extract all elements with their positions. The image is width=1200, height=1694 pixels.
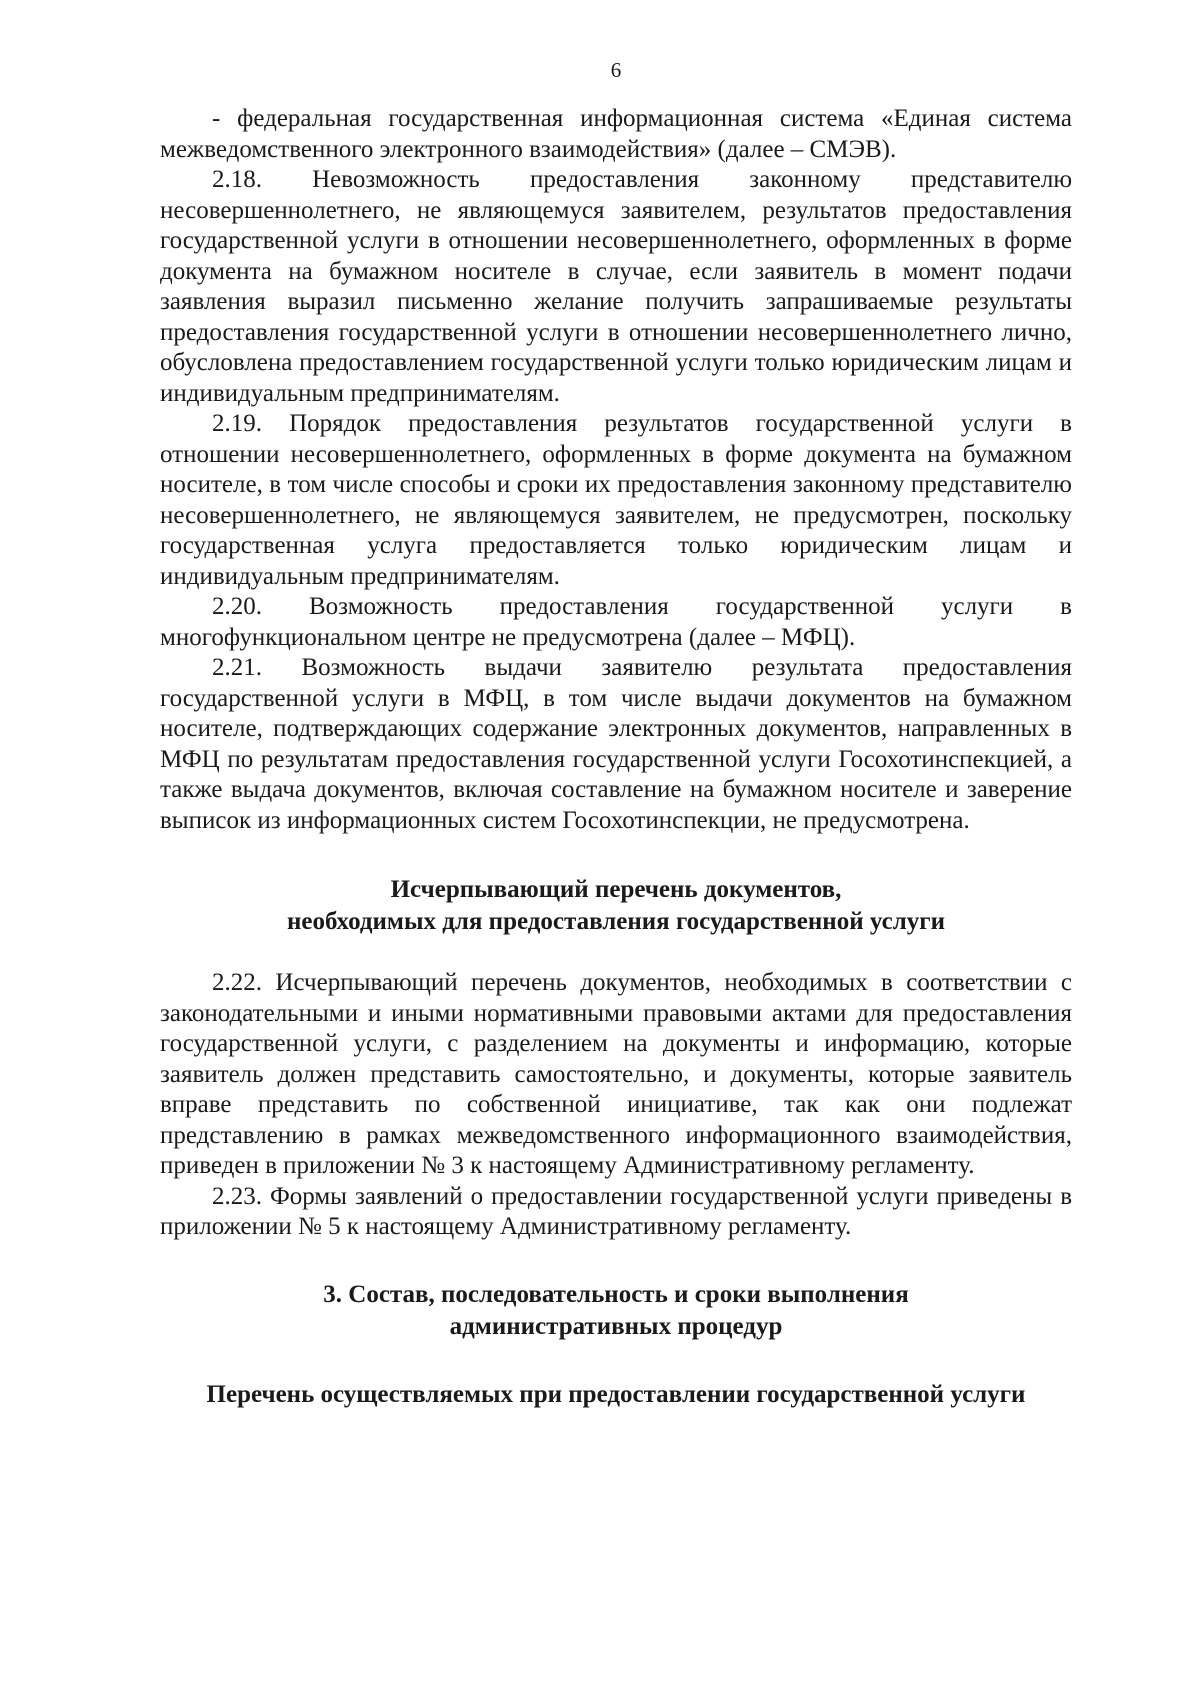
paragraph-2-20: 2.20. Возможность предоставления государственной услуги в многофункциональном центре не предусмотрена (далее – МФЦ). xyxy=(160,593,1072,651)
heading-documents xyxy=(160,874,1072,938)
page-number: 6 xyxy=(610,58,622,82)
heading-procedures-list: Перечень осуществляемых при предоставлении государственной услуги xyxy=(206,1380,1026,1408)
paragraph-smev: - федеральная государственная информационная система «Единая система межведомственного электронного взаимодействия» (далее – СМЭВ). xyxy=(160,105,1072,163)
heading-documents-line2: необходимых для предоставления государственной услуги xyxy=(287,908,945,935)
paragraph-2-18: 2.18. Невозможность предоставления законному представителю несовершеннолетнего, не являющемуся заявителем, результатов предоставления государственной услуги в отношении несовершеннолетнего, оформленных в форме документа на бумажном носителе в случае, если заявитель в момент подачи заявления выразил письменно желание получить запрашиваемые результаты предоставления государственной услуги в отношении несовершеннолетнего лично, обусловлена предоставлением государственной услуги только юридическим лицам и индивидуальным предпринимателям. xyxy=(160,166,1072,407)
heading-documents-line1: Исчерпывающий перечень документов, xyxy=(390,876,842,903)
heading-section-3-line1: 3. Состав, последовательность и сроки выполнения xyxy=(323,1280,909,1308)
paragraph-2-23: 2.23. Формы заявлений о предоставлении государственной услуги приведены в приложении № 5 к настоящему Административному регламенту. xyxy=(160,1182,1072,1240)
document-body xyxy=(160,104,1072,1411)
heading-section-3-line2: административных процедур xyxy=(449,1312,783,1340)
heading-section-3 xyxy=(160,1279,1072,1343)
paragraph-2-19: 2.19. Порядок предоставления результатов государственной услуги в отношении несовершеннолетнего, оформленных в форме документа на бумажном носителе, в том числе способы и сроки их предоставления законному представителю несовершеннолетнего, не являющемуся заявителем, не предусмотрен, поскольку государственная услуга предоставляется только юридическим лицам и индивидуальным предпринимателям. xyxy=(160,410,1072,590)
paragraph-2-22: 2.22. Исчерпывающий перечень документов, необходимых в соответствии с законодательными и иными нормативными правовыми актами для предоставления государственной услуги, с разделением на документы и информацию, которые заявитель должен представить самостоятельно, и документы, которые заявитель вправе представить по собственной инициативе, так как они подлежат представлению в рамках межведомственного информационного взаимодействия, приведен в приложении № 3 к настоящему Административному регламенту. xyxy=(160,969,1072,1179)
paragraph-2-21: 2.21. Возможность выдачи заявителю результата предоставления государственной услуги в МФЦ, в том числе выдачи документов на бумажном носителе, подтверждающих содержание электронных документов, направленных в МФЦ по результатам предоставления государственной услуги Госохотинспекцией, а также выдача документов, включая составление на бумажном носителе и заверение выписок из информационных систем Госохотинспекции, не предусмотрена. xyxy=(160,654,1072,834)
